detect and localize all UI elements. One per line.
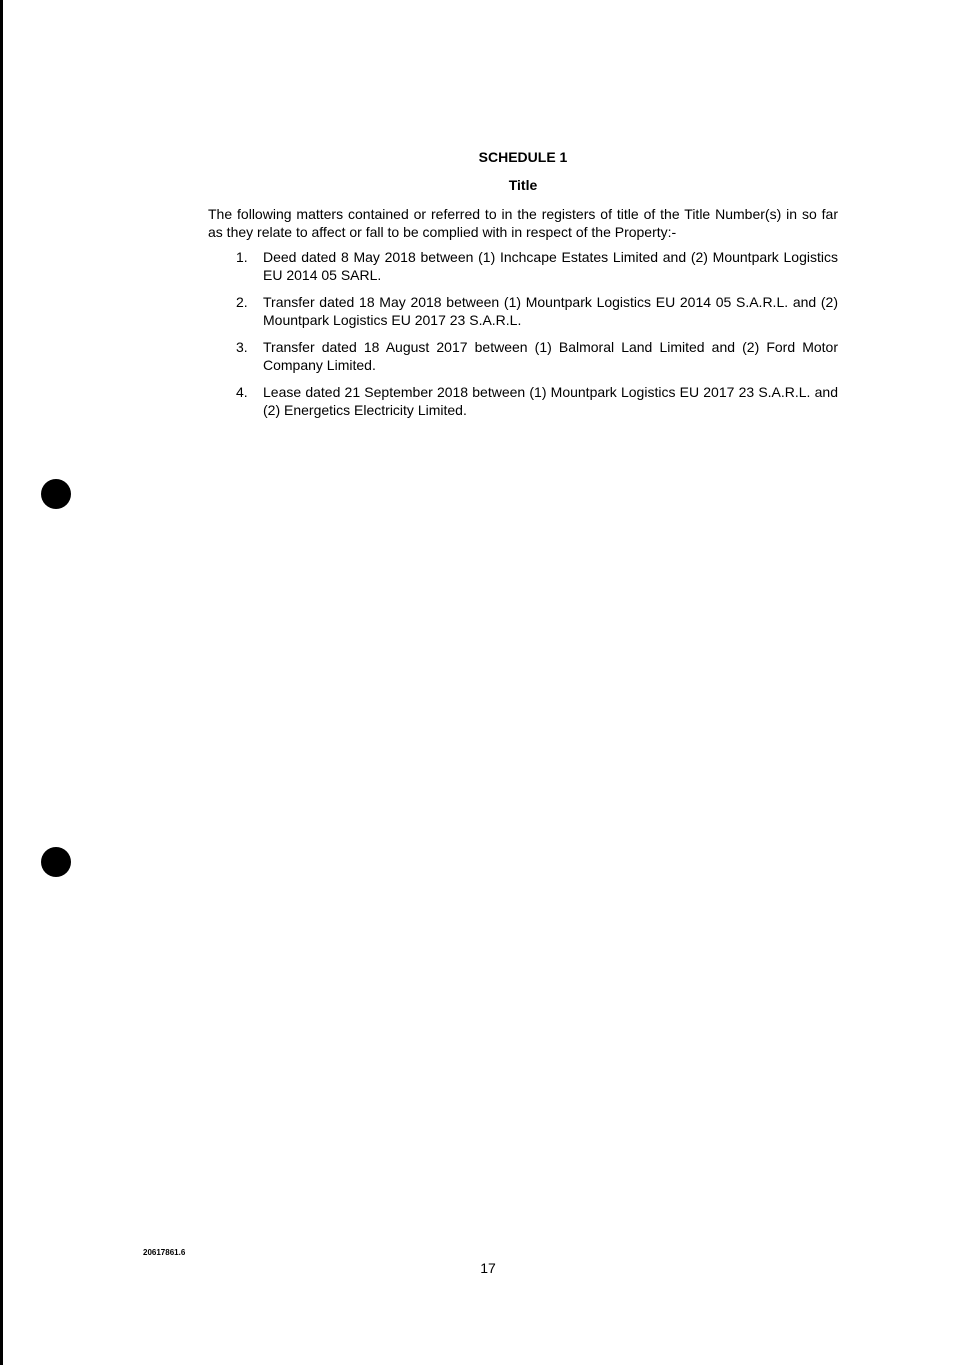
- list-item-number: 3.: [236, 339, 248, 355]
- list-item-text: Transfer dated 18 May 2018 between (1) Mountpark Logistics EU 2014 05 S.A.R.L. and (2) Mountpark Logistics EU 2017 23 S.A.R.L.: [263, 294, 838, 328]
- list-item: [208, 383, 838, 419]
- intro-paragraph: The following matters contained or referred to in the registers of title of the Title Number(s) in so far as they relate to affect or fall to be complied with in respect of the Property:-: [208, 206, 838, 240]
- list-item-text: Deed dated 8 May 2018 between (1) Inchcape Estates Limited and (2) Mountpark Logistics EU 2014 05 SARL.: [263, 249, 838, 283]
- list-item: [208, 248, 838, 284]
- schedule-heading: SCHEDULE 1: [478, 149, 568, 165]
- punch-hole-top: [41, 479, 71, 509]
- list-item-text: Lease dated 21 September 2018 between (1) Mountpark Logistics EU 2017 23 S.A.R.L. and (2) Energetics Electricity Limited.: [263, 384, 838, 418]
- list-item-text: Transfer dated 18 August 2017 between (1) Balmoral Land Limited and (2) Ford Motor Company Limited.: [263, 339, 838, 373]
- page-number: 17: [480, 1260, 496, 1276]
- list-item: [208, 338, 838, 374]
- list-item-number: 2.: [236, 294, 248, 310]
- list-item-number: 1.: [236, 249, 248, 265]
- document-reference: 20617861.6: [143, 1248, 186, 1257]
- title-matters-list: [208, 248, 838, 428]
- scan-edge-border: [0, 0, 3, 1365]
- list-item-number: 4.: [236, 384, 248, 400]
- list-item: [208, 293, 838, 329]
- punch-hole-bottom: [41, 847, 71, 877]
- schedule-subheading: Title: [508, 177, 538, 193]
